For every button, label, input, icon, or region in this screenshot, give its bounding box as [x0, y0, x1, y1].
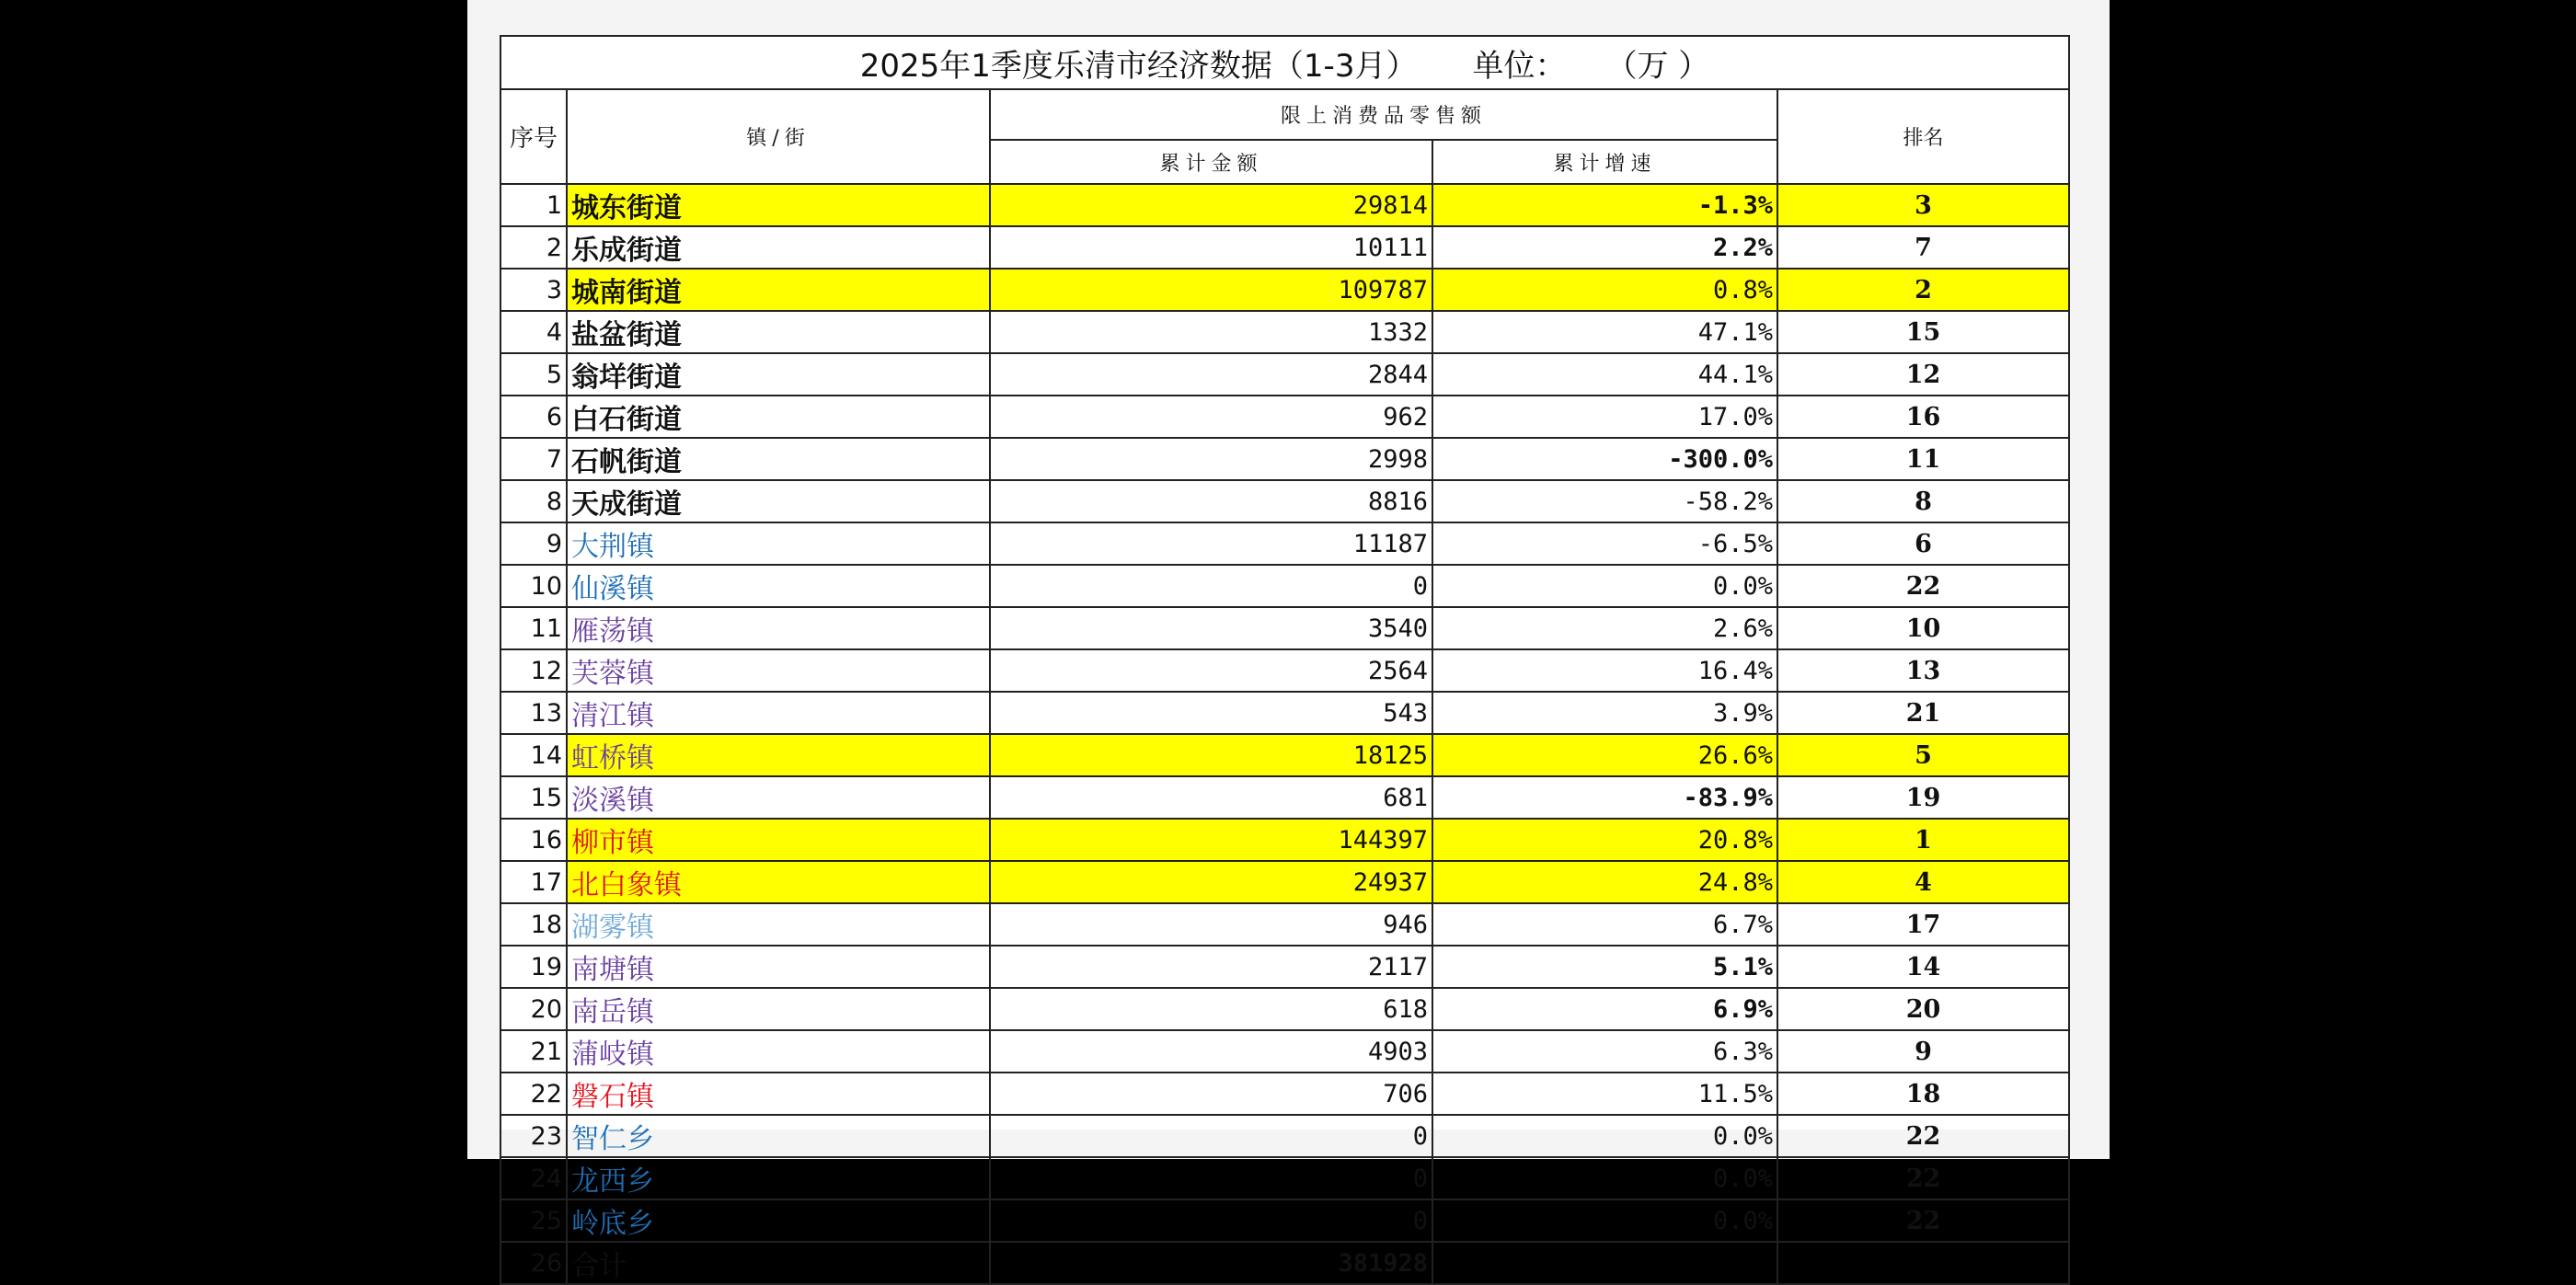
cumulative-growth: -58.2% — [1432, 480, 1777, 522]
header-cumulative-growth: 累计增速 — [1432, 140, 1777, 184]
cumulative-amount: 706 — [990, 1073, 1432, 1115]
town-name: 南塘镇 — [567, 946, 990, 988]
rank-value: 12 — [1777, 353, 2069, 396]
row-number: 15 — [500, 776, 567, 819]
row-number: 2 — [500, 226, 567, 269]
header-seq: 序号 — [500, 89, 567, 184]
row-number: 14 — [500, 734, 567, 776]
table-row — [500, 1030, 2069, 1073]
cumulative-amount: 2998 — [990, 438, 1432, 480]
cumulative-amount: 3540 — [990, 607, 1432, 649]
row-number: 3 — [500, 269, 567, 311]
cumulative-growth: -6.5% — [1432, 522, 1777, 565]
town-name: 智仁乡 — [567, 1115, 990, 1157]
rank-value: 3 — [1777, 184, 2069, 226]
town-name: 柳市镇 — [567, 819, 990, 861]
spreadsheet-page — [500, 35, 2068, 1282]
cumulative-growth: 0.0% — [1432, 565, 1777, 607]
cumulative-growth: 47.1% — [1432, 311, 1777, 353]
cumulative-growth: 17.0% — [1432, 396, 1777, 438]
cumulative-amount: 0 — [990, 565, 1432, 607]
cumulative-growth: 44.1% — [1432, 353, 1777, 396]
header-cumulative-amount: 累计金额 — [990, 140, 1432, 184]
row-number: 16 — [500, 819, 567, 861]
cumulative-amount: 2844 — [990, 353, 1432, 396]
cumulative-growth: 26.6% — [1432, 734, 1777, 776]
row-number: 19 — [500, 946, 567, 988]
cumulative-growth: 6.7% — [1432, 903, 1777, 946]
rank-value: 22 — [1777, 1115, 2069, 1157]
cumulative-amount: 144397 — [990, 819, 1432, 861]
rank-value: 7 — [1777, 226, 2069, 269]
table-row — [500, 1157, 2069, 1199]
table-row — [500, 861, 2069, 903]
cumulative-growth: 20.8% — [1432, 819, 1777, 861]
town-name: 龙西乡 — [567, 1157, 990, 1199]
cumulative-growth: -1.3% — [1432, 184, 1777, 226]
cumulative-amount: 0 — [990, 1157, 1432, 1199]
town-name: 清江镇 — [567, 692, 990, 734]
rank-value: 22 — [1777, 1199, 2069, 1242]
cumulative-amount: 962 — [990, 396, 1432, 438]
table-row — [500, 988, 2069, 1030]
cumulative-growth: 2.2% — [1432, 226, 1777, 269]
town-name: 北白象镇 — [567, 861, 990, 903]
cumulative-growth: -83.9% — [1432, 776, 1777, 819]
cumulative-growth: 0.0% — [1432, 1199, 1777, 1242]
total-row — [500, 1242, 2069, 1284]
header-town: 镇/街 — [567, 89, 990, 184]
town-name: 南岳镇 — [567, 988, 990, 1030]
table-row — [500, 819, 2069, 861]
cumulative-growth: 5.1% — [1432, 946, 1777, 988]
table-row — [500, 184, 2069, 226]
town-name: 雁荡镇 — [567, 607, 990, 649]
row-number: 7 — [500, 438, 567, 480]
rank-value: 16 — [1777, 396, 2069, 438]
row-number: 21 — [500, 1030, 567, 1073]
table-row — [500, 692, 2069, 734]
table-row — [500, 311, 2069, 353]
header-retail-sales: 限上消费品零售额 — [990, 89, 1777, 140]
table-row — [500, 1073, 2069, 1115]
rank-value: 17 — [1777, 903, 2069, 946]
town-name: 湖雾镇 — [567, 903, 990, 946]
rank-value: 11 — [1777, 438, 2069, 480]
row-number: 25 — [500, 1199, 567, 1242]
row-number: 12 — [500, 649, 567, 692]
cumulative-amount: 11187 — [990, 522, 1432, 565]
cumulative-amount: 618 — [990, 988, 1432, 1030]
row-number: 20 — [500, 988, 567, 1030]
row-number: 6 — [500, 396, 567, 438]
table-row — [500, 396, 2069, 438]
table-row — [500, 438, 2069, 480]
cumulative-amount: 109787 — [990, 269, 1432, 311]
town-name: 翁垟街道 — [567, 353, 990, 396]
cumulative-growth: 3.9% — [1432, 692, 1777, 734]
unit-label: 单位： — [1472, 47, 1567, 85]
town-name: 白石街道 — [567, 396, 990, 438]
town-name: 芙蓉镇 — [567, 649, 990, 692]
town-name: 大荆镇 — [567, 522, 990, 565]
town-name: 城南街道 — [567, 269, 990, 311]
row-number: 10 — [500, 565, 567, 607]
cumulative-growth: 6.3% — [1432, 1030, 1777, 1073]
table-row — [500, 607, 2069, 649]
table-row — [500, 226, 2069, 269]
table-row — [500, 776, 2069, 819]
rank-value: 5 — [1777, 734, 2069, 776]
row-number: 24 — [500, 1157, 567, 1199]
row-number: 1 — [500, 184, 567, 226]
rank-value: 6 — [1777, 522, 2069, 565]
table-row — [500, 1199, 2069, 1242]
title-text: 2025年1季度乐清市经济数据（1-3月） — [859, 47, 1418, 85]
town-name: 天成街道 — [567, 480, 990, 522]
town-name: 盐盆街道 — [567, 311, 990, 353]
town-name: 仙溪镇 — [567, 565, 990, 607]
table-row — [500, 353, 2069, 396]
cumulative-growth: 0.8% — [1432, 269, 1777, 311]
rank-value: 10 — [1777, 607, 2069, 649]
row-number: 22 — [500, 1073, 567, 1115]
row-number: 26 — [500, 1242, 567, 1284]
cumulative-growth: 0.0% — [1432, 1157, 1777, 1199]
cumulative-amount: 4903 — [990, 1030, 1432, 1073]
cumulative-amount: 10111 — [990, 226, 1432, 269]
table-row — [500, 734, 2069, 776]
cumulative-growth: 16.4% — [1432, 649, 1777, 692]
unit-value: （万 ） — [1621, 47, 1710, 85]
cumulative-amount: 1332 — [990, 311, 1432, 353]
rank-value: 19 — [1777, 776, 2069, 819]
table-row — [500, 565, 2069, 607]
town-name: 石帆街道 — [567, 438, 990, 480]
rank-value: 22 — [1777, 1157, 2069, 1199]
rank-value: 8 — [1777, 480, 2069, 522]
town-name: 蒲岐镇 — [567, 1030, 990, 1073]
cumulative-amount: 8816 — [990, 480, 1432, 522]
town-name: 城东街道 — [567, 184, 990, 226]
row-number: 8 — [500, 480, 567, 522]
document-viewer — [467, 0, 2110, 1282]
cumulative-amount: 946 — [990, 903, 1432, 946]
table-row — [500, 1115, 2069, 1157]
cumulative-amount: 681 — [990, 776, 1432, 819]
cumulative-amount: 0 — [990, 1115, 1432, 1157]
town-name: 磐石镇 — [567, 1073, 990, 1115]
cumulative-amount: 381928 — [990, 1242, 1432, 1284]
rank-value: 9 — [1777, 1030, 2069, 1073]
row-number: 23 — [500, 1115, 567, 1157]
rank-value: 4 — [1777, 861, 2069, 903]
rank-value: 20 — [1777, 988, 2069, 1030]
row-number: 4 — [500, 311, 567, 353]
rank-value: 15 — [1777, 311, 2069, 353]
rank-value: 14 — [1777, 946, 2069, 988]
cumulative-growth: -300.0% — [1432, 438, 1777, 480]
cumulative-amount: 0 — [990, 1199, 1432, 1242]
cumulative-amount: 2117 — [990, 946, 1432, 988]
table-row — [500, 649, 2069, 692]
town-name: 虹桥镇 — [567, 734, 990, 776]
rank-value: 18 — [1777, 1073, 2069, 1115]
table-title — [500, 36, 2069, 89]
table-row — [500, 946, 2069, 988]
rank-value — [1777, 1242, 2069, 1284]
cumulative-growth: 2.6% — [1432, 607, 1777, 649]
cumulative-growth: 24.8% — [1432, 861, 1777, 903]
rank-value: 21 — [1777, 692, 2069, 734]
town-name: 淡溪镇 — [567, 776, 990, 819]
cumulative-growth: 11.5% — [1432, 1073, 1777, 1115]
town-name: 合计 — [567, 1242, 990, 1284]
row-number: 18 — [500, 903, 567, 946]
cumulative-growth: 0.0% — [1432, 1115, 1777, 1157]
town-name: 岭底乡 — [567, 1199, 990, 1242]
cumulative-amount: 29814 — [990, 184, 1432, 226]
row-number: 9 — [500, 522, 567, 565]
rank-value: 2 — [1777, 269, 2069, 311]
row-number: 17 — [500, 861, 567, 903]
table-row — [500, 522, 2069, 565]
cumulative-amount: 18125 — [990, 734, 1432, 776]
cumulative-amount: 24937 — [990, 861, 1432, 903]
table-row — [500, 903, 2069, 946]
town-name: 乐成街道 — [567, 226, 990, 269]
table-row — [500, 269, 2069, 311]
rank-value: 13 — [1777, 649, 2069, 692]
row-number: 13 — [500, 692, 567, 734]
cumulative-growth — [1432, 1242, 1777, 1284]
economic-data-table — [500, 35, 2070, 1285]
cumulative-amount: 2564 — [990, 649, 1432, 692]
cumulative-growth: 6.9% — [1432, 988, 1777, 1030]
rank-value: 22 — [1777, 565, 2069, 607]
rank-value: 1 — [1777, 819, 2069, 861]
header-rank: 排名 — [1777, 89, 2069, 184]
table-row — [500, 480, 2069, 522]
cumulative-amount: 543 — [990, 692, 1432, 734]
row-number: 11 — [500, 607, 567, 649]
row-number: 5 — [500, 353, 567, 396]
